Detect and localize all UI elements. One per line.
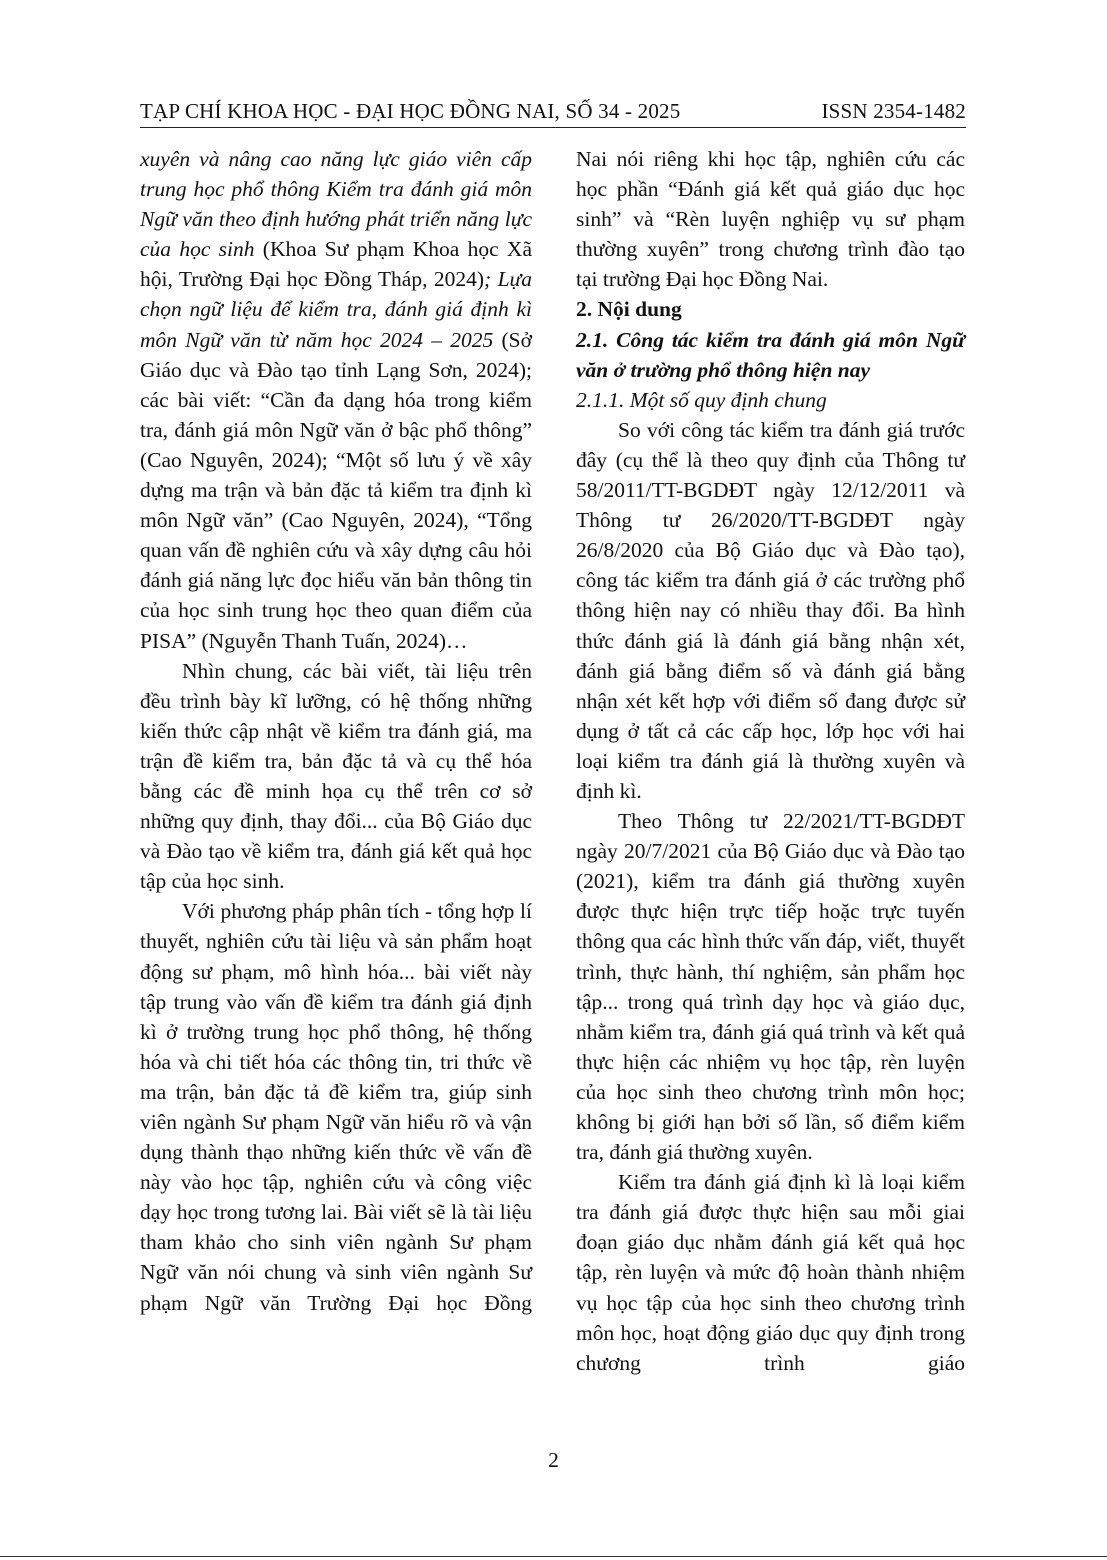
- cited-title-1: xuyên và nâng cao năng lực giáo viên cấp trung học phổ thông Kiểm tra đánh giá môn Ngữ văn theo định hướng phát triển năng lực của học sinh: [140, 147, 532, 262]
- right-paragraph-2: So với công tác kiểm tra đánh giá trước đây (cụ thể là theo quy định của Thông tư 58/2011/TT-BGDĐT ngày 12/12/2011 và Thông tư 26/2020/TT-BGDĐT ngày 26/8/2020 của Bộ Giáo dục và Đào tạo), công tác kiểm tra đánh giá ở các trường phổ thông hiện nay có nhiều thay đổi. Ba hình thức đánh giá là đánh giá bằng nhận xét, đánh giá bằng điểm số và đánh giá bằng nhận xét kết hợp với điểm số đang được sử dụng ở tất cả các cấp học, lớp học với hai loại kiểm tra đánh giá là thường xuyên và định kì.: [576, 417, 965, 803]
- citation-2: (Sở Giáo dục và Đào tạo tỉnh Lạng Sơn, 2024); các bài viết: “Cần đa dạng hóa trong kiểm tra, đánh giá môn Ngữ văn ở bậc phổ thông” (Cao Nguyên, 2024); “Một số lưu ý về xây dựng ma trận và bản đặc tả kiểm tra định kì môn Ngữ văn” (Cao Nguyên, 2024), “Tổng quan vấn đề nghiên cứu và xây dựng câu hỏi đánh giá năng lực đọc hiểu văn bản thông tin của học sinh trung học theo quan điểm của PISA” (Nguyễn Thanh Tuấn, 2024)…: [140, 327, 533, 653]
- right-paragraph-4: Kiểm tra đánh giá định kì là loại kiểm tra đánh giá được thực hiện sau mỗi giai đoạn giáo dục nhằm đánh giá kết quả học tập, rèn luyện và mức độ hoàn thành nhiệm vụ học tập của học sinh theo chương trình môn học, hoạt động giáo dục quy định trong chương trình giáo: [576, 1170, 965, 1375]
- section-heading-2-1-1: 2.1.1. Một số quy định chung: [576, 387, 827, 412]
- right-paragraph-1: Nai nói riêng khi học tập, nghiên cứu các học phần “Đánh giá kết quả giáo dục học sinh” và “Rèn luyện nghiệp vụ sư phạm thường xuyên” trong chương trình đào tạo tại trường Đại học Đồng Nai.: [576, 147, 965, 292]
- header-divider: [140, 127, 966, 128]
- left-column: [140, 144, 532, 1318]
- left-paragraph-1: [140, 144, 532, 656]
- issn-number: ISSN 2354-1482: [821, 99, 966, 123]
- citation-1: (Khoa Sư phạm Khoa học Xã hội, Trường Đại học Đồng Tháp, 2024): [140, 237, 532, 292]
- right-column: [576, 144, 965, 1378]
- right-paragraph-3: Theo Thông tư 22/2021/TT-BGDĐT ngày 20/7/2021 của Bộ Giáo dục và Đào tạo (2021), kiểm tra đánh giá thường xuyên được thực hiện trực tiếp hoặc trực tuyến thông qua các hình thức vấn đáp, viết, thuyết trình, thực hành, thí nghiệm, sản phẩm học tập... trong quá trình dạy học và giáo dục, nhằm kiểm tra, đánh giá quá trình và kết quả thực hiện các nhiệm vụ học tập, rèn luyện của học sinh theo chương trình môn học; không bị giới hạn bởi số lần, số điểm kiểm tra, đánh giá thường xuyên.: [576, 809, 965, 1165]
- left-paragraph-2: Nhìn chung, các bài viết, tài liệu trên đều trình bày kĩ lưỡng, có hệ thống những kiến thức cập nhật về kiểm tra đánh giá, ma trận đề kiểm tra, bản đặc tả và cụ thể hóa bằng các đề minh họa cụ thể trên cơ sở những quy định, thay đổi... của Bộ Giáo dục và Đào tạo về kiểm tra, đánh giá kết quả học tập của học sinh.: [140, 658, 532, 894]
- section-heading-2-1: 2.1. Công tác kiểm tra đánh giá môn Ngữ văn ở trường phổ thông hiện nay: [576, 327, 965, 382]
- section-heading-2: 2. Nội dung: [576, 297, 682, 322]
- page-number: 2: [548, 1448, 559, 1472]
- page-bottom-edge: [0, 1556, 1107, 1557]
- running-header: [140, 96, 966, 126]
- cited-title-2: ; Lựa chọn ngữ liệu để kiểm tra, đánh giá định kì môn Ngữ văn từ năm học 2024 – 2025: [140, 267, 533, 352]
- left-paragraph-3: Với phương pháp phân tích - tổng hợp lí thuyết, nghiên cứu tài liệu và sản phẩm hoạt động sư phạm, mô hình hóa... bài viết này tập trung vào vấn đề kiểm tra đánh giá định kì ở trường trung học phổ thông, hệ thống hóa và chi tiết hóa các thông tin, tri thức về ma trận, bản đặc tả đề kiểm tra, giúp sinh viên ngành Sư phạm Ngữ văn hiểu rõ và vận dụng thành thạo những kiến thức về vấn đề này vào học tập, nghiên cứu và công việc dạy học trong tương lai. Bài viết sẽ là tài liệu tham khảo cho sinh viên ngành Sư phạm Ngữ văn nói chung và sinh viên ngành Sư phạm Ngữ văn Trường Đại học Đồng: [140, 899, 532, 1315]
- journal-title: TẠP CHÍ KHOA HỌC - ĐẠI HỌC ĐỒNG NAI, SỐ 34 - 2025: [140, 99, 681, 123]
